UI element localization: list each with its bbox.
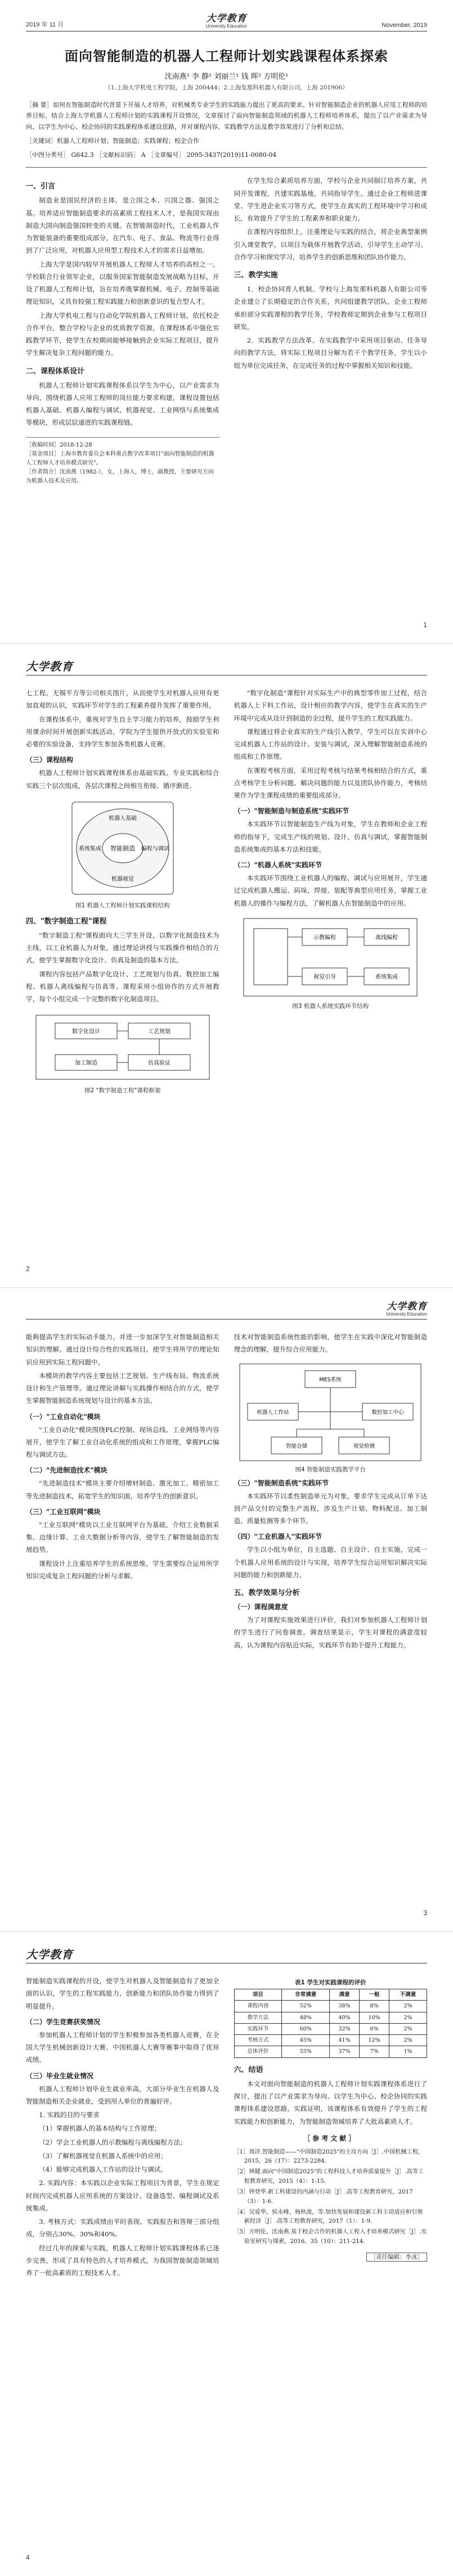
teaching-platform-diagram (237, 1362, 423, 1463)
editor-note (234, 2253, 428, 2261)
paragraph: "先进制造技术"模块主要介绍增材制造、激光加工、精密加工等先进制造技术，拓宽学生的知识面，培养学生的创新意识。 (26, 1479, 219, 1500)
evaluation-table (234, 1989, 428, 2058)
paragraph: 七工程、无锡平方等公司相关图片，从而使学生对机器人应用有更加直观的认识，实践环节对学生的工程素养提升发挥了重要作用。 (26, 689, 219, 710)
fig1-center-label: 智能制造 (110, 844, 135, 852)
paragraph: 经过几年的探索与实践，机器人工程师计划实践课程体系已逐步完善，形成了具有特色的人才培养模式，为我国智能制造领域培养了一批高素质的工程技术人才。 (26, 2244, 219, 2277)
fig1-ring-label: 机器人基础 (108, 815, 137, 822)
figure-4 (234, 1362, 428, 1474)
table-cell: 12% (360, 2035, 389, 2046)
page-2 (0, 644, 453, 1288)
table-cell: 40% (330, 2012, 360, 2023)
list-item: （2）学会工业机器人的示教编程与离线编程方法； (39, 2138, 187, 2146)
paragraph: "数字制造工程"课程面向大三学生开设，以数字化制造技术为主线，以工业机器人为对象，通过理论讲授与实践操作相结合的方式，使学生掌握数字化设计、仿真及制造的基本方法。 (26, 931, 219, 965)
section-heading: 三、教学实施 (234, 271, 278, 280)
reference-item: ［1］周济.智能制造——"中国制造2025"的主攻方向［J］.中国机械工程，2015，26（17）：2273-2284. (234, 2149, 424, 2165)
table-header-cell: 非常满意 (282, 1989, 330, 2001)
table-row (234, 2046, 427, 2057)
paragraph: 上海大学机电工程与自动化学院机器人工程师计划，依托校企合作平台，整合学校与企业的优质教学资源，在课程体系中强化实践教学环节，使学生在校期间能够接触到企业实际工程项目，提升学生解决复杂工程问题的能力。 (26, 311, 219, 357)
page-header (26, 1300, 427, 1319)
figure-2 (26, 1011, 219, 1095)
fig3-box-label: 示教编程 (313, 934, 337, 941)
right-column (234, 1975, 428, 2280)
table-cell: 60% (282, 2023, 330, 2034)
table-cell: 10% (360, 2012, 389, 2023)
journal-logo-text: 大学教育 (26, 1948, 73, 1961)
fig4-box-label: MES系统 (319, 1376, 342, 1383)
table-cell: 教学方法 (234, 2012, 282, 2023)
fig1-ring-label: 机器视觉 (111, 876, 134, 882)
subsection-heading: （二）学生竞赛获奖情况 (26, 2017, 101, 2026)
subsection-heading: （二）"机器人系统"实践环节 (234, 861, 322, 869)
journal-logo (386, 1302, 427, 1317)
journal-logo-text: 大学教育 (206, 12, 247, 24)
table-header-row (234, 1989, 427, 2001)
table-header-cell: 项目 (234, 1989, 282, 2001)
list-item: （3）了解机器视觉在机器人系统中的应用； (39, 2151, 167, 2160)
table-cell: 32% (330, 2023, 360, 2034)
reference-item: ［3］钟登华.新工科建设的内涵与行动［J］.高等工程教育研究，2017（3）：1-6. (234, 2188, 413, 2205)
paragraph: 2. 实践内容：本实践以企业实际工程项目为背景，学生在规定时间内完成机器人应用系统的方案设计、设备选型、编程调试及系统集成。 (26, 2179, 219, 2212)
paragraph: 1．校企协同育人机制。学校与上海发那科机器人有限公司等企业建立了长期稳定的合作关系，共同组建教学团队，企业工程师承担部分实践课程的教学任务，学校教师定期到企业参与工程项目研发。 (234, 285, 427, 331)
paragraph: "工业自动化"模块围绕PLC控制、现场总线、工业网络等内容展开，使学生了解工业自动化系统的组成和工作原理，掌握PLC编程与调试方法。 (26, 1425, 219, 1458)
table-caption: 表1 学生对实践课程的评价 (295, 1979, 366, 1986)
subsection-heading: （三）"工业互联网"模块 (26, 1507, 101, 1516)
journal-logo-subtitle: University Education (206, 23, 247, 29)
journal-logo-text: 大学教育 (387, 1300, 427, 1312)
paragraph: 参加机器人工程师计划的学生积极参加各类机器人竞赛，在全国大学生机械创新设计大赛、中国机器人大赛等赛事中取得了优异成绩。 (26, 2030, 219, 2064)
section-heading: 一、引言 (26, 182, 56, 191)
body-columns (26, 687, 427, 1099)
table-cell: 8% (360, 2001, 389, 2012)
fig2-box-label: 仿真验证 (147, 1060, 171, 1067)
body-columns (26, 1331, 427, 1652)
table-row (234, 2023, 427, 2034)
subsection-heading: （三）"智能制造系统"实践环节 (234, 1479, 329, 1487)
left-column (26, 174, 219, 485)
left-column (26, 1331, 219, 1652)
course-framework-diagram (33, 1011, 213, 1084)
page-header (26, 1944, 427, 1963)
paragraph: 能夠提高学生的实际动手能力，并进一步加深学生对智能制造相关知识的理解。通过设计综合性的实践项目，使学生将所学的理论知识应用到实际工程问题中。 (26, 1333, 219, 1366)
journal-logo (26, 661, 73, 673)
journal-logo (26, 1949, 73, 1961)
fig1-ring-label: 系统集成 (78, 845, 101, 852)
fig3-box-label: 视觉引导 (313, 974, 337, 980)
figure-caption: 图4 智能制造实践教学平台 (295, 1466, 366, 1473)
body-columns (26, 174, 427, 485)
fig4-box-label: 数控加工中心 (371, 1409, 404, 1416)
page-number: 3 (423, 1909, 427, 1917)
table-header-cell: 不满意 (389, 1989, 427, 2001)
footnote: ［收稿时间］2018-12-28 ［基金项目］上海市教育委员会本科重点教学改革项目"面向智能制造的机器人工程师人才培养模式研究"。 ［作者简介］沈南燕（1982-），女，上海人，博士，副教授，主要研究方向为机器人技术及应用。 (26, 437, 219, 486)
fig3-box-label: 系统集成 (375, 974, 398, 980)
fig4-box-label: 机器人工作站 (257, 1409, 289, 1416)
page-number: 1 (423, 621, 427, 629)
paragraph: "工业互联网"模块以工业互联网平台为基础，介绍工业数据采集、边缘计算、工业大数据分析等内容，使学生了解智能制造的发展趋势。 (26, 1520, 219, 1554)
journal-logo (206, 14, 247, 29)
section-heading: 四、"数字制造工程"课程 (26, 917, 107, 926)
table-row (234, 2012, 427, 2023)
paragraph: 在学生综合素质培养方面，学校与企业共同制订培养方案，共同开发课程，共建实践基地，共同指导学生。通过企业工程师进课堂、学生进企业实习等方式，使学生在真实的工程环境中学习和成长，有效提升了学生的工程素养和职业能力。 (234, 177, 427, 222)
page-header (26, 12, 427, 31)
paragraph: 为了对课程实施效果进行评价，我们对参加机器人工程师计划的学生进行了问卷调查。调查结果显示，学生对课程的满意度较高，认为课程内容贴近实际，实践环节有助于提升工程能力。 (234, 1616, 427, 1649)
paper-keywords: ［关键词］机器人工程师计划；智能制造；实践课程；校企合作 (26, 137, 199, 145)
list-title: 1. 实践的目的与要求 (39, 2111, 100, 2119)
fig2-box-label: 加工制造 (74, 1060, 97, 1067)
page-3 (0, 1288, 453, 1932)
editor-name: ［责任编辑：李冰］ (366, 2253, 428, 2262)
figure-caption: 图1 机器人工程师计划实践课程结构 (75, 902, 170, 909)
paragraph: 机器人工程师计划毕业生就业率高，大部分毕业生在机器人及智能制造相关企业就业，受到用人单位的普遍好评。 (26, 2084, 219, 2105)
reference-item: ［4］吴爱华，侯永峰，杨秋波，等.加快发展和建设新工科主动适应和引领新经济［J］.高等工程教育研究，2017（1）：1-9. (234, 2209, 423, 2225)
table-cell: 37% (330, 2046, 360, 2057)
table-cell: 41% (330, 2035, 360, 2046)
table-cell: 38% (330, 2001, 360, 2012)
paragraph: 本实践环节以智能制造生产线为对象，学生在教师和企业工程师的指导下，完成生产线的规划、设计、仿真与调试，掌握智能制造系统集成的基本方法和技能。 (234, 820, 427, 853)
journal-logo-subtitle: University Education (386, 1311, 427, 1317)
page-number: 4 (26, 2554, 30, 2561)
paragraph: 3. 考核方式：实践成绩由平时表现、实践报告和答辩三部分组成，分别占30%、30%和40%。 (26, 2218, 219, 2239)
table-header-cell: 一般 (360, 1989, 389, 2001)
table-cell: 7% (360, 2046, 389, 2057)
paragraph: 机器人工程师计划实践课程体系由基础实践、专业实践和综合实践三个层次组成，各层次课程之间相互衔接、循序渐进。 (26, 769, 219, 790)
section-heading: 五、教学效果与分析 (234, 1589, 300, 1597)
paragraph: 机器人工程师计划实践课程体系以学生为中心，以产业需求为导向，围绕机器人应用工程师的岗位能力要求构建，课程设置包括机器人基础、机器人编程与调试、机器视觉、工业网络与系统集成等模块，形成层层递进的实践课程链。 (26, 381, 219, 427)
references-heading: ［参考文献］ (303, 2134, 358, 2142)
list-item: （4）能够完成机器人工作站的设计与调试。 (39, 2165, 167, 2173)
table-cell: 52% (282, 2001, 330, 2012)
header-date-en: November, 2019 (382, 22, 427, 29)
paragraph: 上海大学是国内较早开展机器人工程师人才培养的高校之一。学校联合行业领军企业，以服务国家智能制造发展战略为目标，开设了机器人工程师计划，旨在培养既掌握机械、电子、控制等基础理论知识，又具有较强工程实践能力和创新意识的复合型人才。 (26, 260, 219, 306)
table-cell: 55% (282, 2046, 330, 2057)
table-cell: 1% (389, 2046, 427, 2057)
table-cell: 总体评价 (234, 2046, 282, 2057)
paragraph: 在课程内容组织上，注重理论与实践的结合，将企业典型案例引入课堂教学，以项目为载体开展教学活动，引导学生主动学习、合作学习和探究学习，培养学生的创新思维和团队协作能力。 (234, 228, 427, 261)
fig2-box-label: 工艺规划 (147, 1029, 171, 1035)
paragraph: 本模块的教学内容主要包括工艺规划、生产线布局、物流系统设计和生产管理等。通过理论讲解与实践操作相结合的方式，使学生掌握智能制造系统规划与设计的基本方法。 (26, 1371, 219, 1405)
left-column (26, 1975, 219, 2280)
paragraph: "数字化制造"课程针对实际生产中的典型零件加工过程，结合机器人上下料工作站，设计相应的教学内容，使学生在真实的生产环境中完成从设计到制造的全过程，提升学生的工程实践能力。 (234, 689, 427, 722)
paragraph: 技术对智能制造系统性能的影响，使学生在实践中深化对智能制造理念的理解，提升综合应用能力。 (234, 1333, 427, 1354)
header-date: 2019 年 11 月 (26, 21, 64, 28)
fig3-box-label: 离线编程 (375, 934, 398, 941)
paragraph: 学生以小组为单位，自主选题、自主设计、自主实施，完成一个机器人应用系统的设计与实现，培养学生综合运用知识解决实际问题的能力和创新能力。 (234, 1546, 427, 1579)
right-column (234, 687, 428, 1099)
figure-caption: 图3 机器人系统实践环节结构 (292, 1002, 369, 1010)
left-column (26, 687, 219, 1099)
divider (26, 167, 427, 168)
table-row (234, 2035, 427, 2046)
page-4 (0, 1932, 453, 2576)
fig4-box-label: 智能仓储 (286, 1443, 308, 1449)
page-header (26, 656, 427, 675)
paragraph: 课程内容包括产品数字化设计、工艺规划与仿真、数控加工编程、机器人离线编程与仿真等。课程采用小组协作的方式开展教学，每个小组完成一个完整的数字化制造项目。 (26, 970, 219, 1003)
table-cell: 2% (389, 2023, 427, 2034)
subsection-heading: （一）课程满意度 (234, 1603, 288, 1611)
subsection-heading: （一）"智能制造与制造系统"实践环节 (234, 807, 349, 816)
subsection-heading: （三）课程结构 (26, 756, 74, 764)
figure-caption: 图2 "数字制造工程"课程框架 (84, 1087, 161, 1095)
table-cell: 考核方式 (234, 2035, 282, 2046)
subsection-heading: （一）"工业自动化"模块 (26, 1412, 101, 1421)
table-cell: 6% (360, 2023, 389, 2034)
table-header-cell: 满意 (330, 1989, 360, 2001)
reference-item: ［5］方明伦，沈南燕.基于校企合作的机器人工程人才培养模式研究［J］.实验室研究与探索，2016，35（10）：211-214. (234, 2229, 427, 2245)
robot-system-diagram (240, 915, 420, 999)
paragraph: 在课程考核方面，采用过程考核与结果考核相结合的方式，重点考核学生分析问题、解决问题的能力以及团队协作能力，考核结果作为学生课程成绩的重要组成部分。 (234, 766, 427, 799)
table-cell: 2% (389, 2035, 427, 2046)
fig2-box-label: 数字化设计 (71, 1029, 100, 1035)
paragraph: 本实践环节以柔性制造单元为对象，要求学生完成从订单下达到产品交付的完整生产流程，涉及生产计划、物料配送、加工制造、质量检测等多个环节。 (234, 1492, 427, 1525)
paper-authors: 沈南燕¹ 李 静¹ 刘丽兰¹ 钱 晖² 方明伦¹ (164, 73, 289, 81)
paragraph: 课程设计上注重培养学生的系统思维，学生需要综合运用所学知识完成复杂工程问题的分析与求解。 (26, 1559, 219, 1580)
subsection-heading: （二）"先进制造技术"模块 (26, 1466, 107, 1475)
references (234, 2133, 428, 2247)
table-cell: 2% (389, 2012, 427, 2023)
fig4-box-label: 视觉检测 (353, 1443, 375, 1449)
paper-affiliation: （1.上海大学机电工程学院，上海 200444；2.上海发那科机器人有限公司，上海 201906） (105, 84, 348, 91)
section-heading: 六、结语 (234, 2065, 263, 2074)
table-cell: 2% (389, 2001, 427, 2012)
subsection-heading: （三）毕业生就业情况 (26, 2071, 94, 2080)
figure-1 (26, 798, 219, 909)
page-1 (0, 0, 453, 644)
paragraph: 课程通过将企业真实的生产线引入教学，学生可以在实训中心完成机器人工作站的设计、安装与调试，深入理解智能制造系统的组成和工作原理。 (234, 727, 427, 761)
table-cell: 实践环节 (234, 2023, 282, 2034)
body-columns (26, 1975, 427, 2280)
paper-abstract: ［摘 要］如何在智能制造时代背景下开展人才培养，对机械类专业学生的实践能力提出了更高的要求。针对智能制造企业的机器人应用工程师的培养目标，结合上海大学机器人工程师计划的实践课程开设情况，文章探讨了面向智能制造领域的机器人工程师培养体系，提出了以产业需求为导向、以学生为中心、校企协同的实践课程体系建设思路，并对课程内容、实践教学方法及教学效果进行了分析和总结。 (26, 101, 427, 130)
table-cell: 45% (282, 2035, 330, 2046)
right-column (234, 1331, 428, 1652)
course-structure-diagram (38, 798, 207, 899)
page-number: 2 (26, 1265, 30, 1273)
paragraph: 2．实践教学方法改革。在实践教学中采用项目驱动、任务导向的教学方法，将实际工程项目分解为若干个教学任务，学生以小组为单位完成任务，在完成任务的过程中掌握相关知识和技能。 (234, 336, 427, 370)
paragraph: 智能制造实践课程的开设，使学生对机器人及智能制造有了更加全面的认识，学生的工程实践能力、创新能力和团队协作能力得到了明显提升。 (26, 1977, 219, 2010)
table-row (234, 2001, 427, 2012)
section-heading: 二、课程体系设计 (26, 367, 85, 376)
list-item: （1）掌握机器人的基本结构与工作原理； (39, 2124, 161, 2133)
paper-meta: ［中图分类号］ G642.3 ［文献标识码］ A ［文章编号］ 2095-3437(2019)11-0080-04 (26, 151, 277, 159)
subsection-heading: （四）"工业机器人"实践环节 (234, 1533, 322, 1541)
journal-logo-text: 大学教育 (26, 660, 73, 673)
paragraph: 制造业是国民经济的主体，是立国之本、兴国之器、强国之基。培养适应智能制造要求的高素质工程技术人才，是我国实现由制造大国向制造强国转变的关键。在智能制造时代，工业机器人作为智能装备的重要组成部分，在汽车、电子、食品、物流等行业得到了广泛应用，对机器人应用型工程技术人才的需求日益增加。 (26, 196, 219, 255)
fig1-ring-label: 编程与调试 (141, 845, 169, 852)
table-cell: 48% (282, 2012, 330, 2023)
paragraph: 本文对面向智能制造的机器人工程师计划实践课程体系进行了探讨，提出了以产业需求为导向、以学生为中心、校企协同的实践课程体系建设思路。实践证明，该课程体系有效提升了学生的工程实践能力和创新能力，为智能制造领域培养了大批高素质人才。 (234, 2079, 427, 2125)
paragraph: 本实践环节围绕工业机器人的编程、调试与应用展开，学生通过完成机器人搬运、码垛、焊接、装配等典型应用任务，掌握工业机器人的操作与编程方法，了解机器人在智能制造中的应用。 (234, 874, 427, 907)
reference-item: ［2］林健.面向"中国制造2025"的工程科技人才培养质量提升［J］.高等工程教育研究，2015（4）：1-15. (234, 2169, 424, 2185)
paper-title: 面向智能制造的机器人工程师计划实践课程体系探索 (65, 48, 388, 64)
table-cell: 课程内容 (234, 2001, 282, 2012)
paragraph: 在课程体系中，重视对学生自主学习能力的培养，鼓励学生利用课余时间开展创新实践活动，学院为学生提供开放式的实验室和必要的实验设备，支持学生参加各类机器人竞赛。 (26, 715, 219, 748)
figure-3 (234, 915, 428, 1010)
right-column (234, 174, 428, 485)
